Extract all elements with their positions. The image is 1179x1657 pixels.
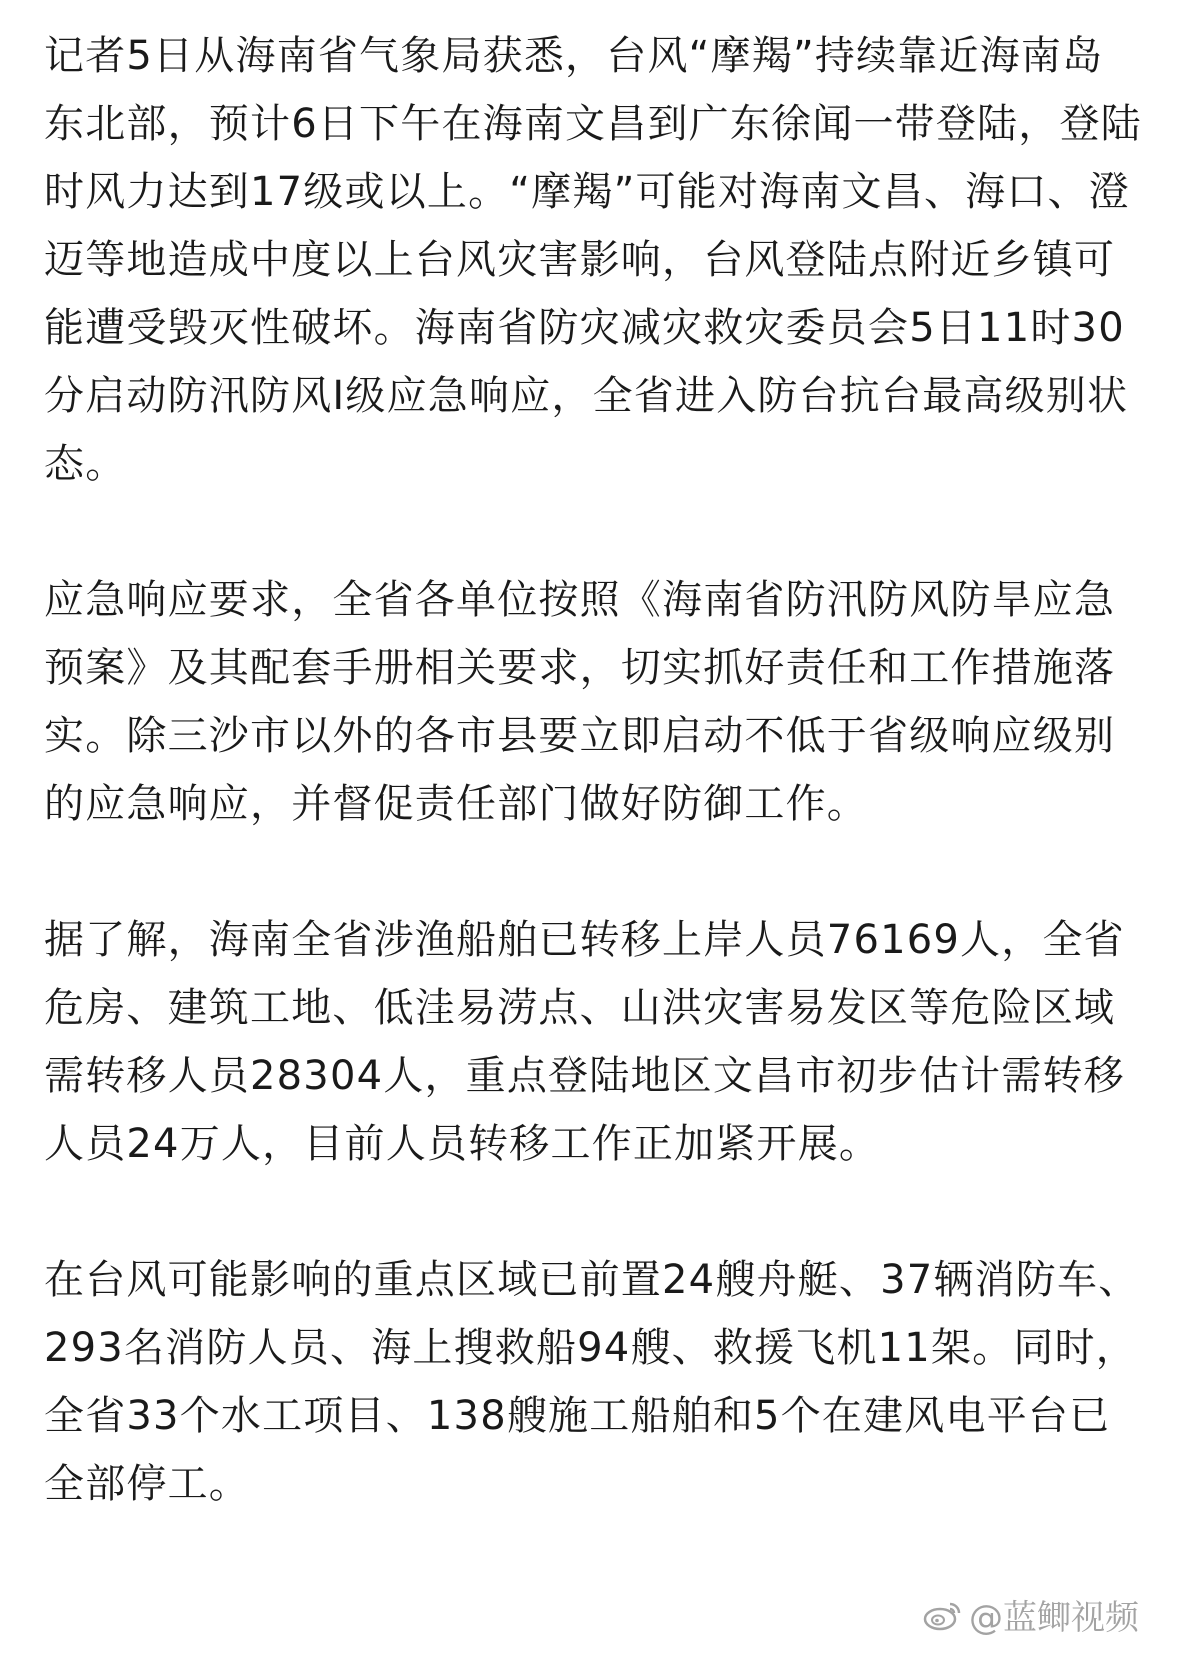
weibo-icon bbox=[923, 1598, 963, 1632]
paragraph-1: 记者5日从海南省气象局获悉，台风“摩羯”持续靠近海南岛东北部，预计6日下午在海南文昌到广东徐闻一带登陆，登陆时风力达到17级或以上。“摩羯”可能对海南文昌、海口、澄迈等地造成中度以上台风灾害影响，台风登陆点附近乡镇可能遭受毁灭性破坏。海南省防灾减灾救灾委员会5日11时30分启动防汛防风Ⅰ级应急响应，全省进入防台抗台最高级别状态。 bbox=[44, 33, 1142, 487]
paragraph-4: 在台风可能影响的重点区域已前置24艘舟艇、37辆消防车、293名消防人员、海上搜救船94艘、救援飞机11架。同时，全省33个水工项目、138艘施工船舶和5个在建风电平台已全部停工。 bbox=[44, 1257, 1140, 1507]
article-body bbox=[44, 22, 1144, 1518]
paragraph-2: 应急响应要求，全省各单位按照《海南省防汛防风防旱应急预案》及其配套手册相关要求，切实抓好责任和工作措施落实。除三沙市以外的各市县要立即启动不低于省级响应级别的应急响应，并督促责任部门做好防御工作。 bbox=[44, 577, 1116, 827]
watermark-text: @蓝鲫视频 bbox=[969, 1598, 1139, 1638]
watermark bbox=[923, 1590, 1139, 1639]
paragraph-3: 据了解，海南全省涉渔船舶已转移上岸人员76169人，全省危房、建筑工地、低洼易涝点、山洪灾害易发区等危险区域需转移人员28304人，重点登陆地区文昌市初步估计需转移人员24万人，目前人员转移工作正加紧开展。 bbox=[44, 917, 1125, 1167]
